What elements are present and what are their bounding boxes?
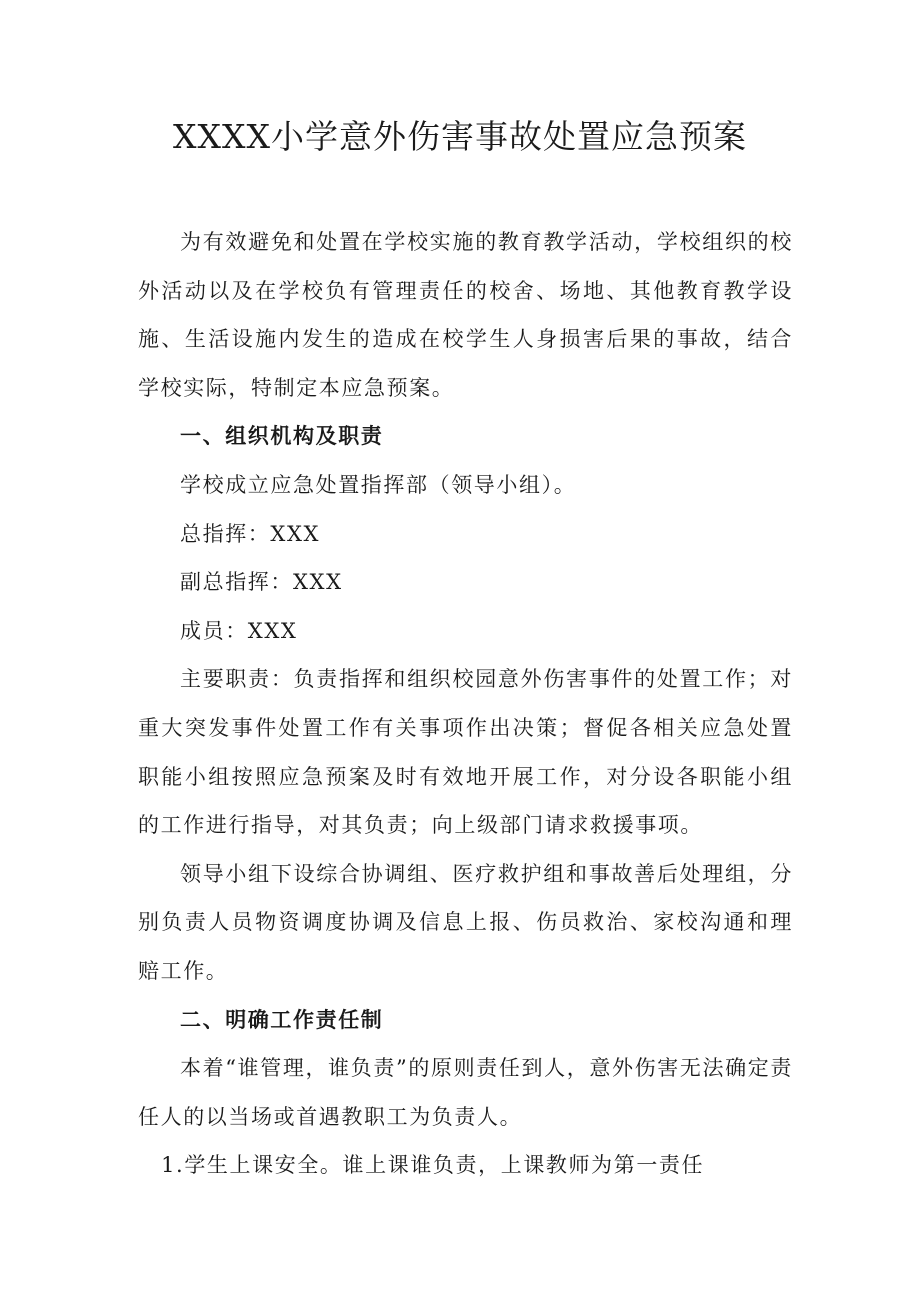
- body-paragraph: 学校成立应急处置指挥部（领导小组）。: [180, 472, 577, 497]
- commander-line: 总指挥：XXX: [180, 521, 321, 546]
- members-line: 成员：XXX: [180, 618, 298, 643]
- document-title: XXXX小学意外伤害事故处置应急预案: [173, 117, 747, 156]
- section-heading-organization: 一、组织机构及职责: [180, 423, 384, 449]
- intro-paragraph: 为有效避免和处置在学校实施的教育教学活动，学校组织的校外活动以及在学校负有管理责任的校舍、场地、其他教育教学设施、生活设施内发生的造成在校学生人身损害后果的事故，结合学校实际，特制定本应急预案。: [138, 230, 793, 400]
- document-body: [138, 218, 793, 1190]
- responsibility-paragraph: 本着“谁管理，谁负责”的原则责任到人，意外伤害无法确定责任人的以当场或首遇教职工为负责人。: [138, 1056, 793, 1129]
- section-heading-responsibility: 二、明确工作责任制: [180, 1006, 384, 1032]
- duties-paragraph: 主要职责：负责指挥和组织校园意外伤害事件的处置工作；对重大突发事件处置工作有关事项作出决策；督促各相关应急处置职能小组按照应急预案及时有效地开展工作，对分设各职能小组的工作进行指导，对其负责；向上级部门请求救援事项。: [138, 667, 793, 838]
- class-safety-paragraph: 1.学生上课安全。谁上课谁负责，上课教师为第一责任: [161, 1153, 705, 1178]
- subgroups-paragraph: 领导小组下设综合协调组、医疗救护组和事故善后处理组，分别负责人员物资调度协调及信息上报、伤员救治、家校沟通和理赔工作。: [138, 861, 793, 983]
- deputy-commander-line: 副总指挥：XXX: [180, 570, 343, 595]
